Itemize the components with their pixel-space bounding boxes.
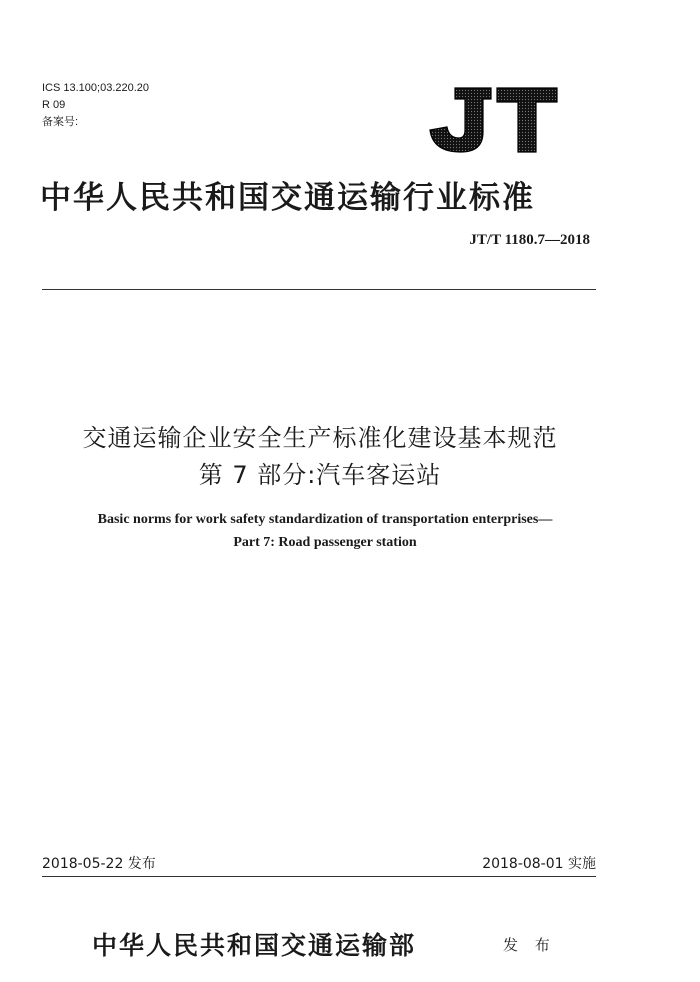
class-code: R 09	[42, 99, 66, 111]
ics-code: ICS 13.100;03.220.20	[42, 82, 150, 94]
top-divider	[42, 289, 596, 290]
record-number: 备案号:	[42, 116, 79, 128]
title-cn-line1: 交通运输企业安全生产标准化建设基本规范	[82, 424, 558, 452]
issue-date: 2018-05-22 发布	[42, 856, 156, 872]
title-en-line2: Part 7: Road passenger station	[233, 535, 417, 550]
publisher-name: 中华人民共和国交通运输部	[92, 931, 417, 960]
jt-logo	[425, 86, 560, 156]
industry-standard-heading: 中华人民共和国交通运输行业标准	[40, 180, 535, 216]
bottom-divider	[42, 876, 596, 877]
standard-code: JT/T 1180.7—2018	[469, 232, 590, 248]
title-en-line1: Basic norms for work safety standardization of transportation enterprises—	[97, 512, 553, 527]
classification-block	[42, 80, 149, 131]
title-cn-line2: 第 7 部分:汽车客运站	[198, 461, 442, 489]
publish-label: 发 布	[503, 936, 556, 954]
implementation-date: 2018-08-01 实施	[482, 856, 596, 872]
